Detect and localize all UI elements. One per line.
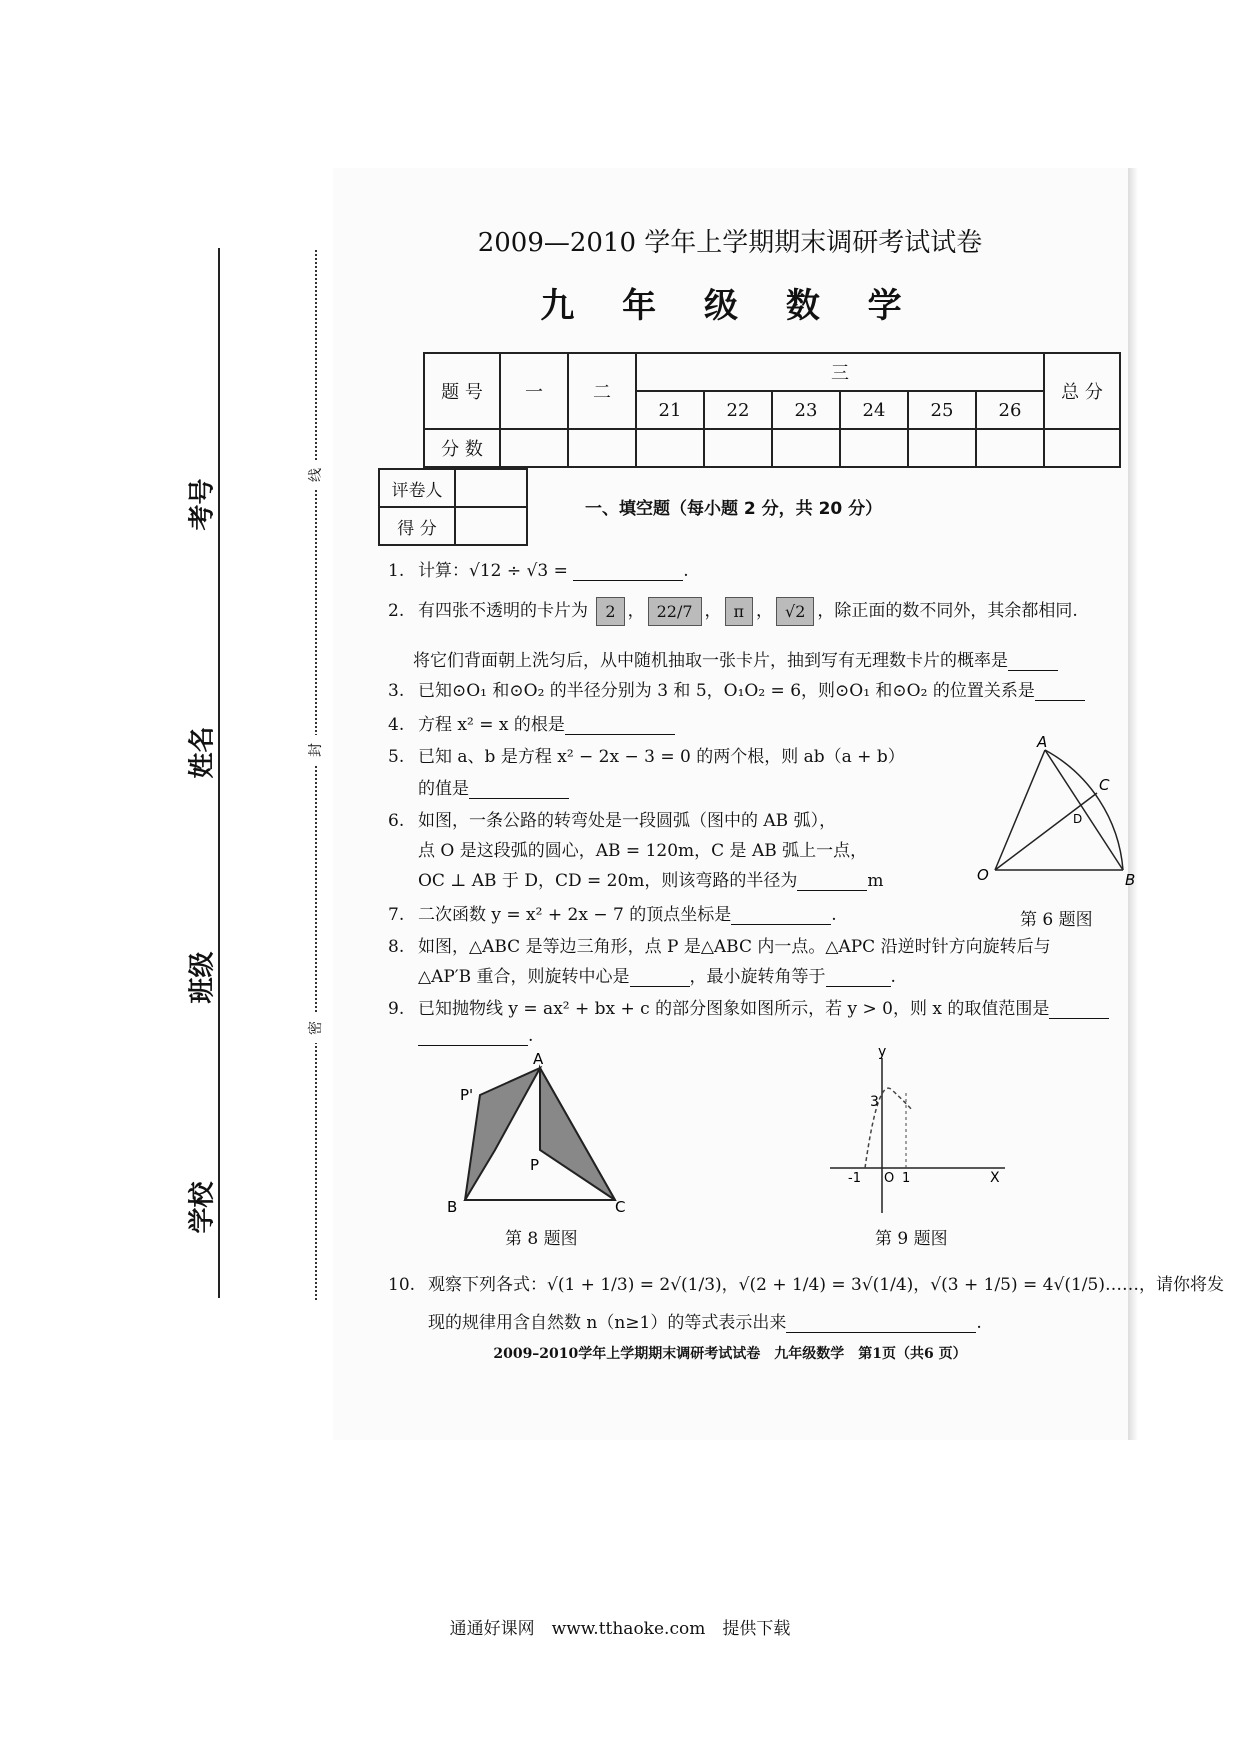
score-cell[interactable] [840, 429, 908, 467]
question-5-line2: 的值是 [418, 774, 569, 799]
col-part-2: 二 [568, 353, 636, 429]
answer-blank[interactable] [418, 1045, 528, 1046]
score-cell[interactable] [568, 429, 636, 467]
row-label-question-no: 题 号 [424, 353, 500, 429]
figure-6 [975, 735, 1135, 900]
triangle-apc [540, 1068, 615, 1200]
col-total: 总 分 [1044, 353, 1120, 429]
score-table [423, 352, 1121, 468]
download-credit: 通通好课网 www.tthaoke.com 提供下载 [449, 1619, 791, 1639]
score-cell[interactable] [704, 429, 772, 467]
answer-blank[interactable] [565, 734, 675, 735]
sub-col: 23 [772, 391, 840, 429]
label-a: A [1037, 735, 1048, 751]
class-label: 班级 [187, 951, 218, 1004]
question-10: 10. 观察下列各式：√(1 + 1/3) = 2√(1/3)，√(2 + 1/4) = 3√(1/4)，√(3 + 1/5) = 4√(1/5)……，请你将发 [388, 1275, 1224, 1295]
question-6: 6. 如图，一条公路的转弯处是一段圆弧（图中的 AB 弧）， [388, 811, 837, 831]
card-2: 22/7 [648, 597, 702, 626]
question-3: 3. 已知⊙O₁ 和⊙O₂ 的半径分别为 3 和 5，O₁O₂ = 6，则⊙O₁ 和⊙O₂ 的位置关系是 [388, 676, 1085, 701]
figure-6-caption: 第 6 题图 [1020, 910, 1093, 930]
row-label-score: 分 数 [424, 429, 500, 467]
answer-blank[interactable] [797, 890, 867, 891]
question-1: 1. 计算：√12 ÷ √3 = . [388, 561, 689, 581]
card-1: 2 [596, 597, 624, 626]
triangle-apb [465, 1068, 540, 1200]
answer-blank[interactable] [1049, 1018, 1109, 1019]
exam-title: 2009—2010 学年上学期期末调研考试试卷 [477, 228, 983, 258]
question-6-line3: OC ⊥ AB 于 D，CD = 20m，则该弯路的半径为 m [418, 871, 884, 891]
answer-blank[interactable] [469, 798, 569, 799]
segment-ab [1045, 750, 1123, 870]
label-c: C [1099, 776, 1110, 794]
grader-cell[interactable] [455, 469, 527, 507]
grader-label: 评卷人 [379, 469, 455, 507]
question-9-line2: . [418, 1026, 533, 1046]
answer-blank[interactable] [573, 580, 683, 581]
label-d: D [1073, 812, 1083, 826]
figure-8 [445, 1050, 635, 1215]
question-5: 5. 已知 a、b 是方程 x² − 2x − 3 = 0 的两个根，则 ab（a + b） [388, 747, 905, 767]
label-x: X [990, 1170, 1000, 1186]
score-cell[interactable] [500, 429, 568, 467]
label-neg1: -1 [848, 1171, 861, 1186]
card-3: π [725, 597, 754, 626]
question-6-line2: 点 O 是这段弧的圆心，AB = 120m，C 是 AB 弧上一点， [418, 841, 868, 861]
school-label: 学校 [187, 1181, 218, 1234]
score-cell[interactable] [772, 429, 840, 467]
label-p-prime: P' [460, 1086, 474, 1104]
label-c: C [615, 1198, 626, 1215]
seal-char-mi: 密 [305, 1013, 325, 1043]
question-2-line2: 将它们背面朝上洗匀后，从中随机抽取一张卡片，抽到写有无理数卡片的概率是 [413, 646, 1058, 671]
question-9: 9. 已知抛物线 y = ax² + bx + c 的部分图象如图所示，若 y > 0，则 x 的取值范围是 [388, 994, 1109, 1019]
score-cell[interactable] [636, 429, 704, 467]
sub-col: 21 [636, 391, 704, 429]
answer-blank[interactable] [826, 986, 891, 987]
grader-table [378, 468, 528, 546]
score-cell[interactable] [976, 429, 1044, 467]
grader-score-cell[interactable] [455, 507, 527, 545]
label-y: y [878, 1048, 887, 1060]
label-a: A [533, 1050, 544, 1068]
question-4: 4. 方程 x² = x 的根是 [388, 710, 675, 735]
section-title: 一、填空题（每小题 2 分，共 20 分） [585, 499, 883, 519]
seal-char-feng: 封 [305, 735, 325, 765]
col-part-3: 三 [636, 353, 1044, 391]
question-7: 7. 二次函数 y = x² + 2x − 7 的顶点坐标是 . [388, 905, 837, 925]
question-10-line2: 现的规律用含自然数 n（n≥1）的等式表示出来 . [428, 1313, 982, 1333]
question-8: 8. 如图，△ABC 是等边三角形，点 P 是△ABC 内一点。△APC 沿逆时针方向旋转后与 [388, 937, 1051, 957]
card-4: √2 [776, 597, 814, 626]
figure-9 [820, 1048, 1020, 1218]
label-p: P [530, 1156, 540, 1174]
answer-blank[interactable] [1008, 670, 1058, 671]
seal-dotted-line [315, 250, 317, 1300]
label-b: B [447, 1198, 458, 1215]
figure-8-caption: 第 8 题图 [505, 1229, 578, 1249]
label-1: 1 [902, 1171, 911, 1186]
label-3: 3 [870, 1094, 879, 1110]
answer-blank[interactable] [786, 1332, 976, 1333]
question-8-line2: △AP′B 重合，则旋转中心是 ，最小旋转角等于 . [418, 967, 896, 987]
seal-char-xian: 线 [305, 460, 325, 490]
name-label: 姓名 [187, 726, 218, 779]
score-cell[interactable] [1044, 429, 1120, 467]
sub-col: 24 [840, 391, 908, 429]
label-b: B [1125, 871, 1135, 889]
sub-col: 25 [908, 391, 976, 429]
col-part-1: 一 [500, 353, 568, 429]
figure-9-caption: 第 9 题图 [875, 1229, 948, 1249]
sub-col: 22 [704, 391, 772, 429]
exam-number-label: 考号 [187, 478, 218, 531]
question-2: 2. 有四张不透明的卡片为 2 ， 22/7 ， π ， √2 ，除正面的数不同外，其余都相同. [388, 596, 1078, 626]
score-cell[interactable] [908, 429, 976, 467]
answer-blank[interactable] [630, 986, 690, 987]
subject-title: 九 年 级 数 学 [540, 286, 920, 326]
sub-col: 26 [976, 391, 1044, 429]
page-footer: 2009–2010学年上学期期末调研考试试卷 九年级数学 第1页（共6 页） [493, 1346, 967, 1362]
label-origin: O [884, 1171, 895, 1186]
score-label: 得 分 [379, 507, 455, 545]
answer-blank[interactable] [731, 924, 831, 925]
label-o: O [977, 866, 989, 884]
answer-blank[interactable] [1035, 700, 1085, 701]
